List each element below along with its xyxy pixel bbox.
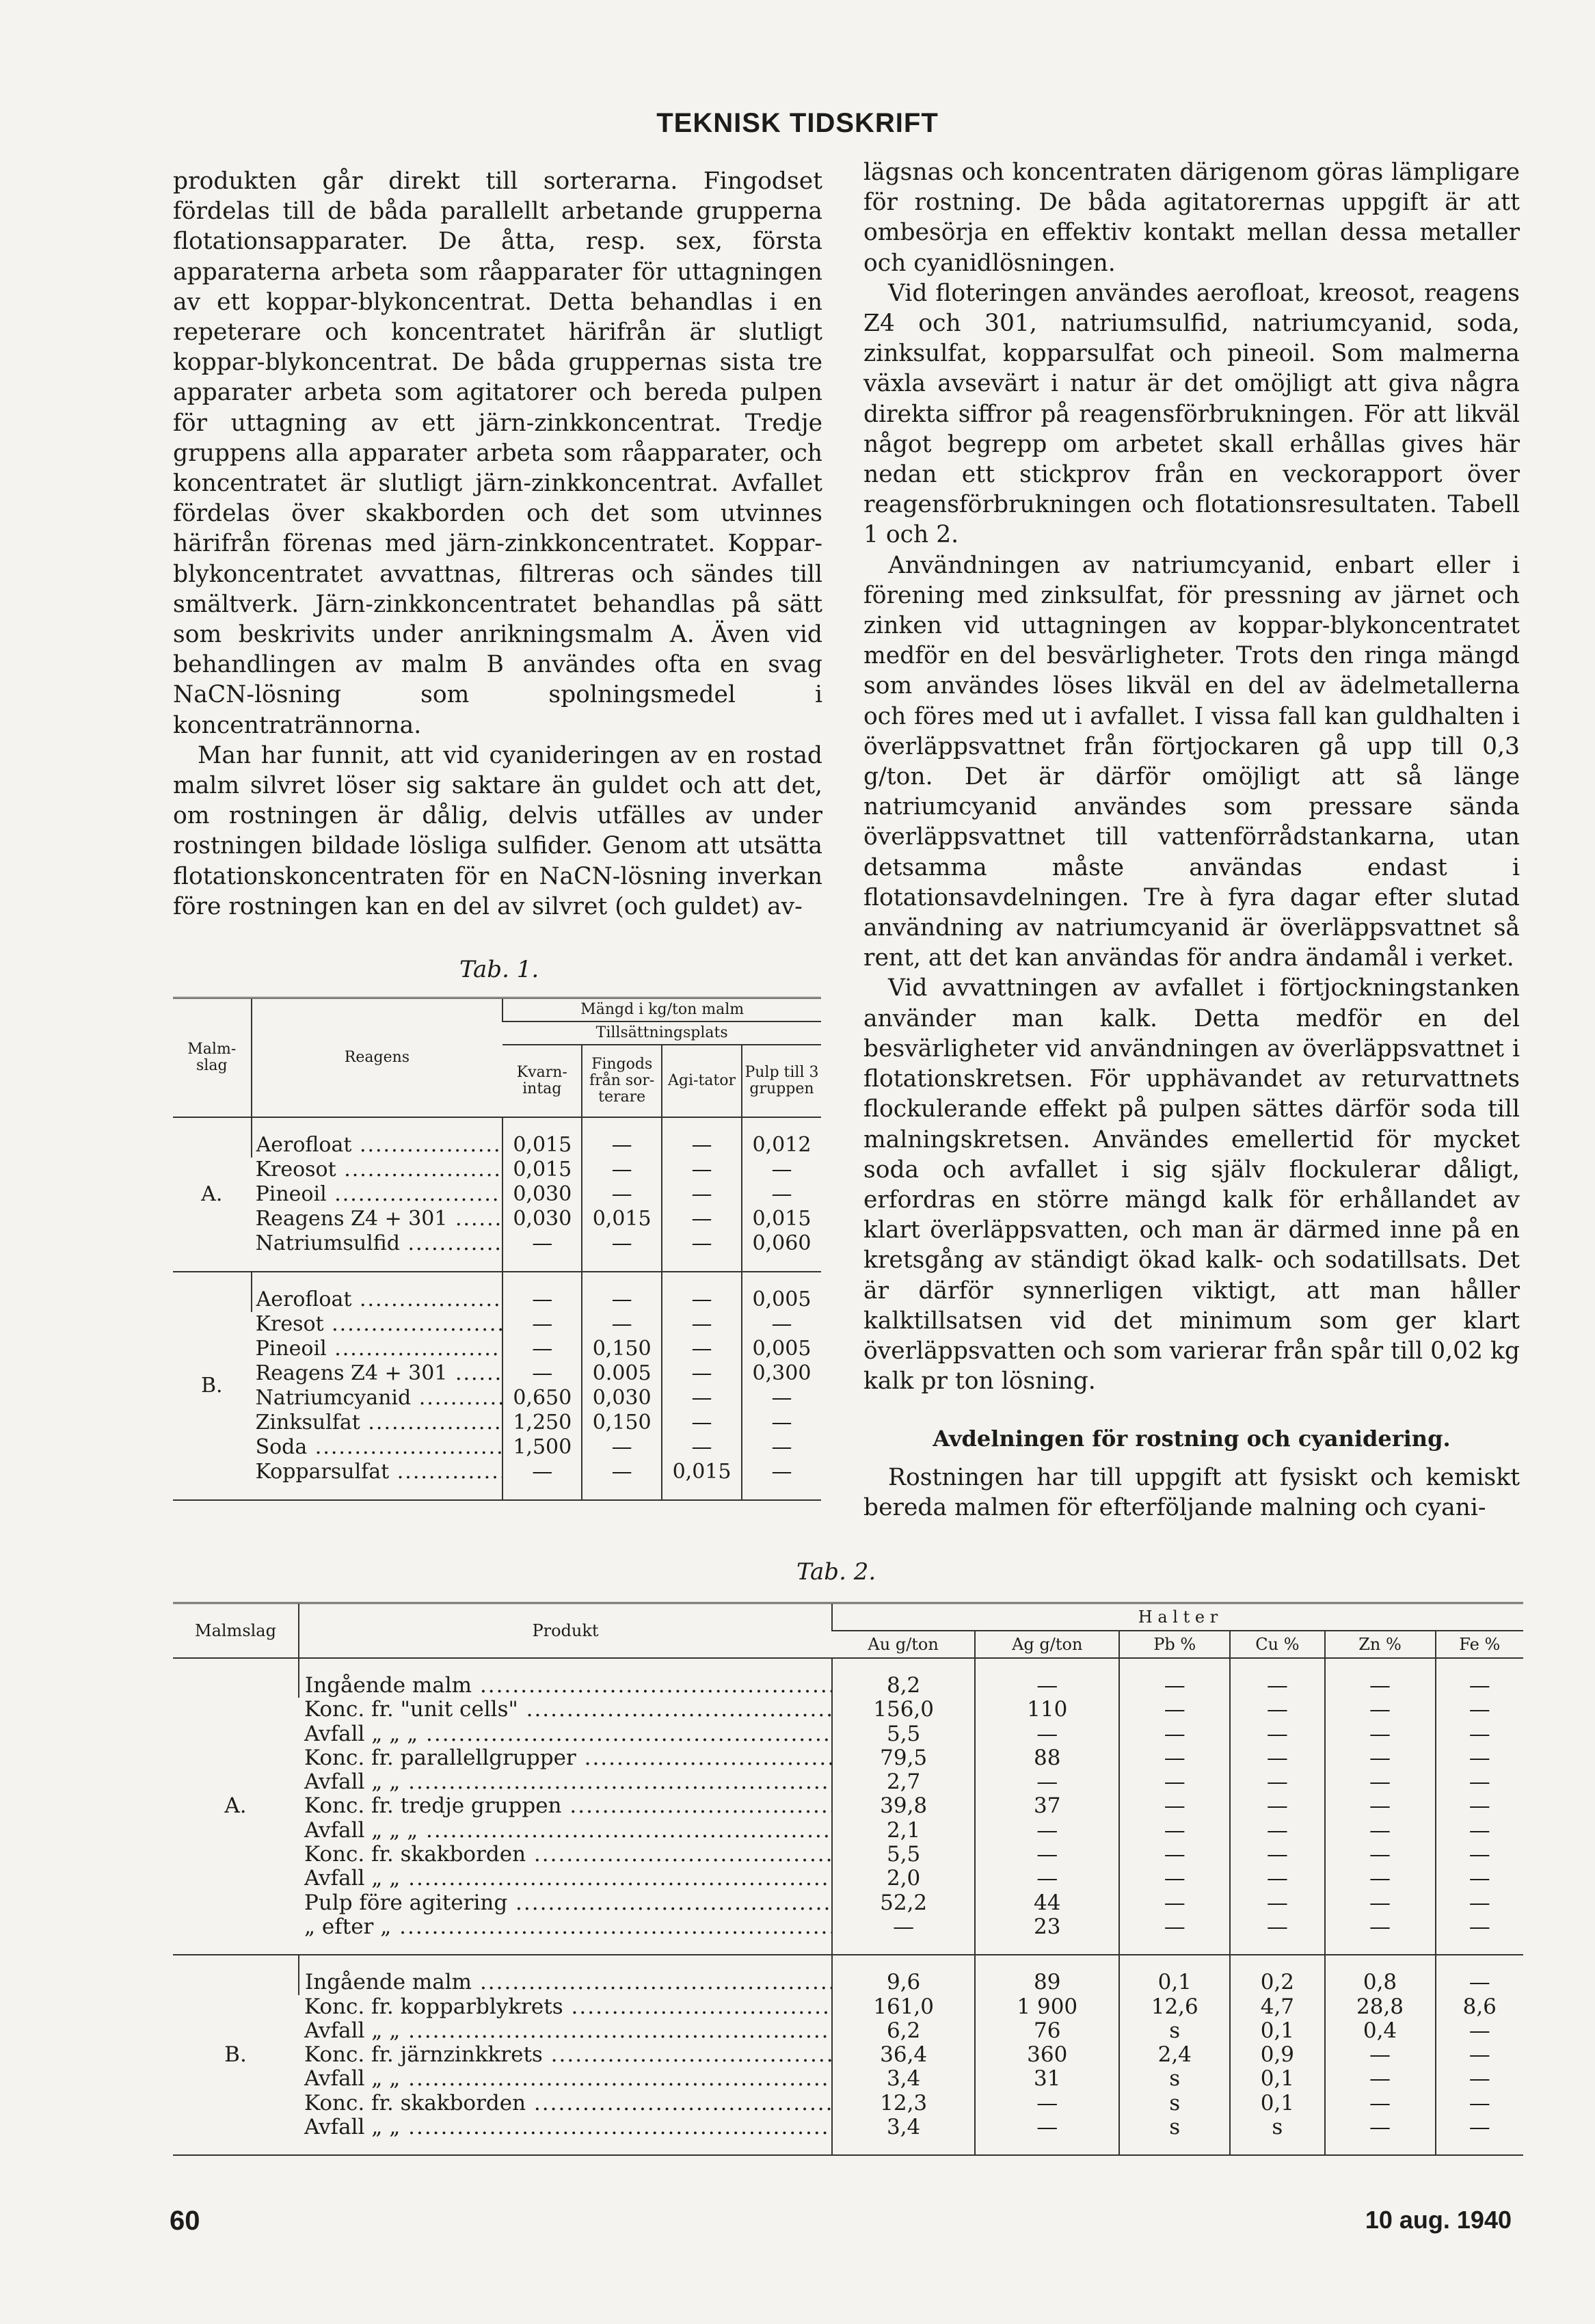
- table-row: [173, 1658, 1523, 1698]
- table-cell: —: [502, 1361, 582, 1386]
- table-cell: —: [1230, 1867, 1324, 1891]
- table-cell: 3,4: [832, 2115, 975, 2155]
- col-header-malmslag: Malmslag: [173, 1603, 299, 1659]
- table-cell: —: [1436, 1891, 1523, 1915]
- table-cell: —: [1119, 1794, 1230, 1818]
- paragraph: lägsnas och koncentraten därigenom göras lämpligare för rostning. De båda agitatorernas uppgift är att ombesörja en effektiv kontakt mellan dessa metaller och cyanidlösningen.: [863, 159, 1520, 277]
- table-cell: 0,015: [662, 1460, 742, 1500]
- row-label: [252, 1386, 503, 1411]
- row-label: [299, 2115, 832, 2155]
- table-cell: —: [1119, 1867, 1230, 1891]
- row-label: [299, 1995, 832, 2019]
- table-cell: 0,8: [1325, 1955, 1436, 1994]
- table-cell: s: [1119, 2019, 1230, 2043]
- table-2: [173, 1602, 1523, 2156]
- row-label-text: Ingående malm .....: [305, 1673, 832, 1698]
- table-cell: —: [502, 1312, 582, 1337]
- table-cell: —: [1119, 1770, 1230, 1794]
- table-cell: s: [1119, 2115, 1230, 2155]
- table-cell: s: [1119, 2092, 1230, 2115]
- row-label-text: Konc. fr. "unit cells" .....: [304, 1698, 832, 1722]
- table-cell: —: [502, 1460, 582, 1500]
- issue-date: 10 aug. 1940: [1365, 2206, 1512, 2234]
- table-cell: —: [1436, 1746, 1523, 1770]
- table-cell: 8,2: [832, 1658, 975, 1698]
- table-cell: —: [1230, 1698, 1324, 1722]
- table-cell: 28,8: [1325, 1995, 1436, 2019]
- table-cell: —: [1436, 1794, 1523, 1818]
- row-label-text: Konc. fr. kopparblykrets .....: [304, 1995, 832, 2019]
- table-cell: —: [742, 1411, 821, 1435]
- table-cell: 79,5: [832, 1746, 975, 1770]
- table-row: [173, 2067, 1523, 2091]
- table-cell: 0,1: [1230, 2019, 1324, 2043]
- table-cell: 0,060: [742, 1231, 821, 1272]
- table-cell: 76: [975, 2019, 1119, 2043]
- table-cell: 5,5: [832, 1722, 975, 1746]
- col-header-produkt: Produkt: [299, 1603, 832, 1659]
- row-label-text: Kreosot .....: [256, 1158, 503, 1181]
- table-cell: —: [1119, 1819, 1230, 1843]
- row-label: [299, 1819, 832, 1843]
- table-cell: —: [662, 1411, 742, 1435]
- table-cell: 1,500: [502, 1435, 582, 1460]
- row-label: [252, 1411, 503, 1435]
- table-cell: —: [1436, 2115, 1523, 2155]
- row-label-text: Konc. fr. skakborden .....: [304, 1843, 832, 1867]
- table-cell: —: [502, 1272, 582, 1312]
- table-cell: 23: [975, 1915, 1119, 1955]
- table-row: [173, 1117, 821, 1158]
- table-cell: —: [662, 1158, 742, 1182]
- page-number: 60: [170, 2206, 200, 2236]
- table-2-caption: Tab. 2.: [796, 1558, 876, 1586]
- table-cell: 360: [975, 2043, 1119, 2067]
- row-label-text: Konc. fr. järnzinkkrets .....: [304, 2043, 832, 2067]
- row-label-text: Pulp före agitering .....: [304, 1891, 832, 1915]
- col-header-pulp: Pulp till 3 gruppen: [742, 1045, 821, 1117]
- table-cell: 89: [975, 1955, 1119, 1994]
- table-cell: —: [662, 1435, 742, 1460]
- group-label: B.: [200, 1374, 223, 1398]
- table-cell: —: [975, 1819, 1119, 1843]
- row-label-text: Konc. fr. tredje gruppen .....: [304, 1794, 832, 1818]
- table-cell: —: [742, 1182, 821, 1207]
- table-cell: —: [1230, 1722, 1324, 1746]
- table-cell: s: [1119, 2067, 1230, 2091]
- table-cell: —: [1436, 1770, 1523, 1794]
- table-cell: —: [1325, 2092, 1436, 2115]
- table-cell: —: [1325, 1891, 1436, 1915]
- table-cell: —: [1230, 1843, 1324, 1867]
- table-row: [173, 1460, 821, 1500]
- table-cell: 31: [975, 2067, 1119, 2091]
- row-label: [299, 2092, 832, 2115]
- row-label: [252, 1312, 503, 1337]
- table-row: [173, 2043, 1523, 2067]
- table-cell: —: [1230, 1746, 1324, 1770]
- table-row: [173, 1361, 821, 1386]
- table-cell: —: [1436, 1698, 1523, 1722]
- table-cell: —: [975, 2115, 1119, 2155]
- left-column: [173, 166, 822, 922]
- row-label: [299, 1915, 832, 1955]
- table-cell: —: [1325, 1794, 1436, 1818]
- row-label: [252, 1460, 503, 1500]
- row-label: [252, 1182, 503, 1207]
- row-label-text: Natriumcyanid .....: [256, 1386, 503, 1410]
- table-row: [173, 1843, 1523, 1867]
- table-cell: —: [662, 1117, 742, 1158]
- table-cell: —: [582, 1182, 662, 1207]
- table-cell: —: [1325, 2043, 1436, 2067]
- table-cell: —: [1436, 2043, 1523, 2067]
- table-row: [173, 2092, 1523, 2115]
- table-cell: 0,030: [502, 1207, 582, 1231]
- table-cell: 0,012: [742, 1117, 821, 1158]
- table-cell: —: [1230, 1819, 1324, 1843]
- table-cell: 2,4: [1119, 2043, 1230, 2067]
- table-cell: —: [975, 1867, 1119, 1891]
- row-label-text: Konc. fr. skakborden .....: [304, 2092, 832, 2115]
- table-cell: 3,4: [832, 2067, 975, 2091]
- table-cell: 0,030: [502, 1182, 582, 1207]
- row-label: [299, 1955, 832, 1994]
- table-cell: —: [1119, 1891, 1230, 1915]
- table-cell: 0,015: [502, 1158, 582, 1182]
- row-label: [299, 1867, 832, 1891]
- table-cell: —: [975, 1658, 1119, 1698]
- col-header-pb: Pb %: [1119, 1631, 1230, 1658]
- table-row: [173, 1746, 1523, 1770]
- table-cell: 44: [975, 1891, 1119, 1915]
- row-label-text: Aerofloat .....: [256, 1133, 503, 1157]
- table-cell: —: [1119, 1658, 1230, 1698]
- table-cell: —: [975, 2092, 1119, 2115]
- row-label: [299, 2067, 832, 2091]
- table-cell: 156,0: [832, 1698, 975, 1722]
- row-label-text: Kresot .....: [256, 1312, 503, 1336]
- table-cell: —: [1230, 1770, 1324, 1794]
- table-row: [173, 1891, 1523, 1915]
- table-cell: —: [662, 1361, 742, 1386]
- table-cell: 0,1: [1119, 1955, 1230, 1994]
- table-cell: —: [1436, 2067, 1523, 2091]
- table-cell: 2,0: [832, 1867, 975, 1891]
- row-label-text: Avfall „ „ .....: [304, 2115, 832, 2139]
- table-row: [173, 1698, 1523, 1722]
- table-cell: —: [582, 1158, 662, 1182]
- table-cell: —: [662, 1337, 742, 1361]
- table-cell: 110: [975, 1698, 1119, 1722]
- table-cell: 0,150: [582, 1337, 662, 1361]
- table-cell: 0,005: [742, 1272, 821, 1312]
- table-1: [173, 997, 821, 1501]
- paragraph: Vid floteringen användes aerofloat, kreosot, reagens Z4 och 301, natriumsulfid, natriumcyanid, soda, zinksulfat, kopparsulfat och pineoil. Som malmerna växla avsevärt i natur är det omöjligt att giva några direkta siffror på reagensförbrukningen. För att likväl något begrepp om arbetet skall erhållas gives här nedan ett stickprov från en veckorapport över reagensförbrukningen och flotationsresultaten. Tabell 1 och 2.: [863, 279, 1520, 549]
- table-cell: 1,250: [502, 1411, 582, 1435]
- section-heading: Avdelningen för rostning och cyanidering.: [933, 1426, 1451, 1452]
- table-cell: 0,015: [582, 1207, 662, 1231]
- table-cell: —: [1325, 1867, 1436, 1891]
- row-label: [299, 1658, 832, 1698]
- row-label: [252, 1231, 503, 1272]
- col-header-malmslag: Malm-slag: [173, 998, 252, 1118]
- table-cell: —: [1325, 1819, 1436, 1843]
- row-label: [299, 1891, 832, 1915]
- row-label: [299, 2043, 832, 2067]
- table-cell: —: [742, 1158, 821, 1182]
- table-row: [173, 1867, 1523, 1891]
- row-label-text: Zinksulfat .....: [256, 1411, 503, 1434]
- row-label: [299, 1770, 832, 1794]
- table-cell: —: [1230, 1794, 1324, 1818]
- col-header-ag: Ag g/ton: [975, 1631, 1119, 1658]
- table-row: [173, 1337, 821, 1361]
- table-cell: —: [832, 1915, 975, 1955]
- table-cell: —: [742, 1312, 821, 1337]
- table-cell: —: [975, 1843, 1119, 1867]
- row-label-text: Pineoil .....: [256, 1182, 503, 1206]
- col-header-fingods: Fingods från sor-terare: [582, 1045, 662, 1117]
- table-cell: —: [1325, 1770, 1436, 1794]
- table-cell: —: [582, 1435, 662, 1460]
- table-row: [173, 1955, 1523, 1994]
- col-header-cu: Cu %: [1230, 1631, 1324, 1658]
- table-row: [173, 1770, 1523, 1794]
- paragraph: Användningen av natriumcyanid, enbart eller i förening med zinksulfat, för pressning av järnet och zinken vid uttagningen av koppar-blykoncentratet medför en del besvärligheter. Trots den ringa mängd som användes löses likväl en del av ädelmetallerna och föres med ut i avfallet. I vissa fall kan guldhalten i överläppsvattnet från förtjockaren gå upp till 0,3 g/ton. Det är därför omöjligt att så länge natriumcyanid användes som pressare sända överläppsvattnet till vattenförrådstankarna, utan detsamma måste användas endast i flotationsavdelningen. Tre à fyra dagar efter slutad användning av natriumcyanid är överläppsvattnet så rent, att det kan användas för andra ändamål i verket.: [863, 551, 1520, 972]
- row-label: [299, 1746, 832, 1770]
- table-cell: —: [1119, 1843, 1230, 1867]
- table-row: [173, 1794, 1523, 1818]
- table-row: [173, 1231, 821, 1272]
- col-header-agitator: Agi-tator: [662, 1045, 742, 1117]
- table-cell: 2,1: [832, 1819, 975, 1843]
- row-label-text: Pineoil .....: [256, 1337, 503, 1361]
- table-cell: 88: [975, 1746, 1119, 1770]
- table-cell: 37: [975, 1794, 1119, 1818]
- table-cell: —: [662, 1182, 742, 1207]
- table-cell: —: [1325, 1722, 1436, 1746]
- group-label: A.: [201, 1182, 223, 1206]
- table-cell: —: [502, 1231, 582, 1272]
- row-label: [252, 1435, 503, 1460]
- table-cell: —: [1436, 1867, 1523, 1891]
- row-label: [299, 1722, 832, 1746]
- table-cell: —: [975, 1770, 1119, 1794]
- table-cell: 0,015: [502, 1117, 582, 1158]
- row-label: [299, 2019, 832, 2043]
- row-label: [252, 1117, 503, 1158]
- row-label: [252, 1272, 503, 1312]
- table-row: [173, 1915, 1523, 1955]
- row-label-text: Avfall „ „ .....: [304, 1770, 832, 1794]
- table-cell: —: [662, 1312, 742, 1337]
- col-header-zn: Zn %: [1325, 1631, 1436, 1658]
- row-label-text: Konc. fr. parallellgrupper .....: [304, 1746, 832, 1770]
- table-row: [173, 1386, 821, 1411]
- paragraph: Rostningen har till uppgift att fysiskt och kemiskt bereda malmen för efterföljande malning och cyani-: [863, 1463, 1520, 1521]
- table-cell: 0,9: [1230, 2043, 1324, 2067]
- table-row: [173, 1995, 1523, 2019]
- table-cell: —: [662, 1272, 742, 1312]
- journal-title: TEKNISK TIDSKRIFT: [656, 108, 939, 138]
- table-cell: 0,4: [1325, 2019, 1436, 2043]
- table-cell: 36,4: [832, 2043, 975, 2067]
- table-cell: 0,150: [582, 1411, 662, 1435]
- table-row: [173, 1312, 821, 1337]
- row-label-text: Kopparsulfat .....: [256, 1460, 503, 1484]
- table-cell: —: [1325, 1843, 1436, 1867]
- col-header-au: Au g/ton: [832, 1631, 975, 1658]
- table-cell: —: [1436, 2019, 1523, 2043]
- table-cell: —: [1436, 2092, 1523, 2115]
- row-label: [252, 1158, 503, 1182]
- table-cell: —: [502, 1337, 582, 1361]
- table-row: [173, 1182, 821, 1207]
- row-label-text: Avfall „ „ .....: [304, 2067, 832, 2091]
- table-cell: —: [1325, 1915, 1436, 1955]
- col-header-reagens: Reagens: [252, 998, 503, 1118]
- row-label: [299, 1843, 832, 1867]
- table-cell: —: [582, 1272, 662, 1312]
- table-cell: 0,1: [1230, 2067, 1324, 2091]
- table-cell: 52,2: [832, 1891, 975, 1915]
- table-cell: —: [582, 1312, 662, 1337]
- col-header-fe: Fe %: [1436, 1631, 1523, 1658]
- table-cell: 0,650: [502, 1386, 582, 1411]
- table-row: [173, 1158, 821, 1182]
- table-cell: 0,1: [1230, 2092, 1324, 2115]
- row-label-text: „ efter „ .....: [304, 1915, 832, 1939]
- col-header-kvarn: Kvarn-intag: [502, 1045, 582, 1117]
- col-header-mangd: Mängd i kg/ton malm: [502, 998, 821, 1022]
- table-cell: 39,8: [832, 1794, 975, 1818]
- row-label-text: Reagens Z4 + 301 .....: [256, 1207, 503, 1231]
- table-row: [173, 1411, 821, 1435]
- table-cell: —: [742, 1386, 821, 1411]
- row-label: [252, 1207, 503, 1231]
- table-row: [173, 1207, 821, 1231]
- table-cell: —: [975, 1722, 1119, 1746]
- table-cell: —: [742, 1460, 821, 1500]
- right-column: [863, 157, 1520, 1523]
- table-cell: —: [582, 1460, 662, 1500]
- table-cell: 0,015: [742, 1207, 821, 1231]
- table-cell: —: [582, 1231, 662, 1272]
- col-header-halter: H a l t e r: [832, 1603, 1523, 1631]
- table-cell: —: [1119, 1746, 1230, 1770]
- table-row: [173, 2115, 1523, 2155]
- table-cell: 0,300: [742, 1361, 821, 1386]
- paragraph: produkten går direkt till sorterarna. Fingodset fördelas till de båda parallellt arbetande grupperna flotationsapparater. De åtta, resp. sex, första apparaterna arbeta som råapparater för uttagningen av ett koppar-blykoncentrat. Detta behandlas i en repeterare och koncentratet härifrån är slutligt koppar-blykoncentrat. De båda gruppernas sista tre apparater arbeta som agitatorer och bereda pulpen för uttagning av ett järn-zinkkoncentrat. Tredje gruppens alla apparater arbeta som råapparater, och koncentratet är slutligt järn-zinkkoncentrat. Avfallet fördelas över skakborden och det som utvinnes härifrån förenas med järn-zinkkoncentratet. Koppar-blykoncentratet avvattnas, filtreras och sändes till smältverk. Järn-zinkkoncentratet behandlas på sätt som beskrivits under anrikningsmalm A. Även vid behandlingen av malm B användes ofta en svag NaCN-lösning som spolningsmedel i koncentratrännorna.: [173, 168, 822, 739]
- table-cell: —: [1325, 2067, 1436, 2091]
- row-label: [252, 1337, 503, 1361]
- table-row: [173, 1272, 821, 1312]
- table-cell: —: [1230, 1658, 1324, 1698]
- table-cell: —: [1436, 1722, 1523, 1746]
- table-cell: —: [1230, 1891, 1324, 1915]
- table-cell: —: [662, 1231, 742, 1272]
- table-cell: —: [1436, 1658, 1523, 1698]
- row-label-text: Aerofloat .....: [256, 1287, 503, 1311]
- group-label: B.: [224, 2042, 247, 2068]
- table-cell: —: [1436, 1915, 1523, 1955]
- table-cell: —: [1119, 1698, 1230, 1722]
- table-cell: —: [582, 1117, 662, 1158]
- table-cell: 2,7: [832, 1770, 975, 1794]
- col-header-tillsattningsplats: Tillsättningsplats: [502, 1021, 821, 1045]
- table-cell: 0,030: [582, 1386, 662, 1411]
- table-1-caption: Tab. 1.: [459, 956, 539, 983]
- table-cell: 9,6: [832, 1955, 975, 1994]
- table-cell: —: [662, 1207, 742, 1231]
- table-cell: —: [1325, 1658, 1436, 1698]
- table-cell: —: [1119, 1722, 1230, 1746]
- table-cell: 161,0: [832, 1995, 975, 2019]
- table-cell: 0.005: [582, 1361, 662, 1386]
- row-label: [299, 1794, 832, 1818]
- table-cell: 6,2: [832, 2019, 975, 2043]
- table-cell: 4,7: [1230, 1995, 1324, 2019]
- table-row: [173, 2019, 1523, 2043]
- table-cell: —: [1325, 1698, 1436, 1722]
- table-cell: 0,005: [742, 1337, 821, 1361]
- row-label-text: Avfall „ „ .....: [304, 1867, 832, 1891]
- row-label-text: Avfall „ „ „ .....: [304, 1819, 832, 1843]
- paragraph: Vid avvattningen av avfallet i förtjockningstanken använder man kalk. Detta medför en del besvärligheter vid användningen av överläppsvattnet i flotationskretsen. För upphävandet av returvattnets flockulerande effekt på pulpen sättes därför soda till malningskretsen. Användes emellertid för mycket soda och avfallet i sig själv flockulerar dåligt, erfordras en större mängd kalk för erhållandet av klart överläppsvatten, och man är därmed inne på en kretsgång av ständigt ökad kalk- och sodatillsats. Det är därför synnerligen viktigt, att man håller kalktillsatsen vid det minimum som ger klart överläppsvatten och som varierar från spår till 0,02 kg kalk pr ton lösning.: [863, 974, 1520, 1395]
- group-label: A.: [224, 1793, 247, 1819]
- table-row: [173, 1722, 1523, 1746]
- table-cell: s: [1230, 2115, 1324, 2155]
- row-label-text: Avfall „ „ „ .....: [304, 1722, 832, 1746]
- table-cell: 5,5: [832, 1843, 975, 1867]
- table-cell: 1 900: [975, 1995, 1119, 2019]
- paragraph: Man har funnit, att vid cyanideringen av en rostad malm silvret löser sig saktare än guldet och att det, om rostningen är dålig, delvis utfälles av under rostningen bildade lösliga sulfider. Genom att utsätta flotationskoncentraten för en NaCN-lösning inverkan före rostningen kan en del av silvret (och guldet) av-: [173, 741, 822, 920]
- row-label-text: Reagens Z4 + 301 .....: [256, 1361, 503, 1385]
- row-label-text: Ingående malm .....: [305, 1970, 832, 1994]
- row-label-text: Avfall „ „ .....: [304, 2019, 832, 2043]
- row-label-text: Natriumsulfid .....: [256, 1231, 503, 1255]
- row-label: [252, 1361, 503, 1386]
- row-label: [299, 1698, 832, 1722]
- table-cell: 0,2: [1230, 1955, 1324, 1994]
- table-cell: —: [662, 1386, 742, 1411]
- table-cell: 8,6: [1436, 1995, 1523, 2019]
- row-label-text: Soda .....: [256, 1435, 503, 1459]
- table-cell: —: [1436, 1843, 1523, 1867]
- table-cell: 12,3: [832, 2092, 975, 2115]
- table-cell: 12,6: [1119, 1995, 1230, 2019]
- table-cell: —: [1325, 2115, 1436, 2155]
- table-cell: —: [1436, 1819, 1523, 1843]
- table-row: [173, 1435, 821, 1460]
- table-row: [173, 1819, 1523, 1843]
- table-cell: —: [1436, 1955, 1523, 1994]
- table-cell: —: [1325, 1746, 1436, 1770]
- table-cell: —: [742, 1435, 821, 1460]
- table-cell: —: [1119, 1915, 1230, 1955]
- table-cell: —: [1230, 1915, 1324, 1955]
